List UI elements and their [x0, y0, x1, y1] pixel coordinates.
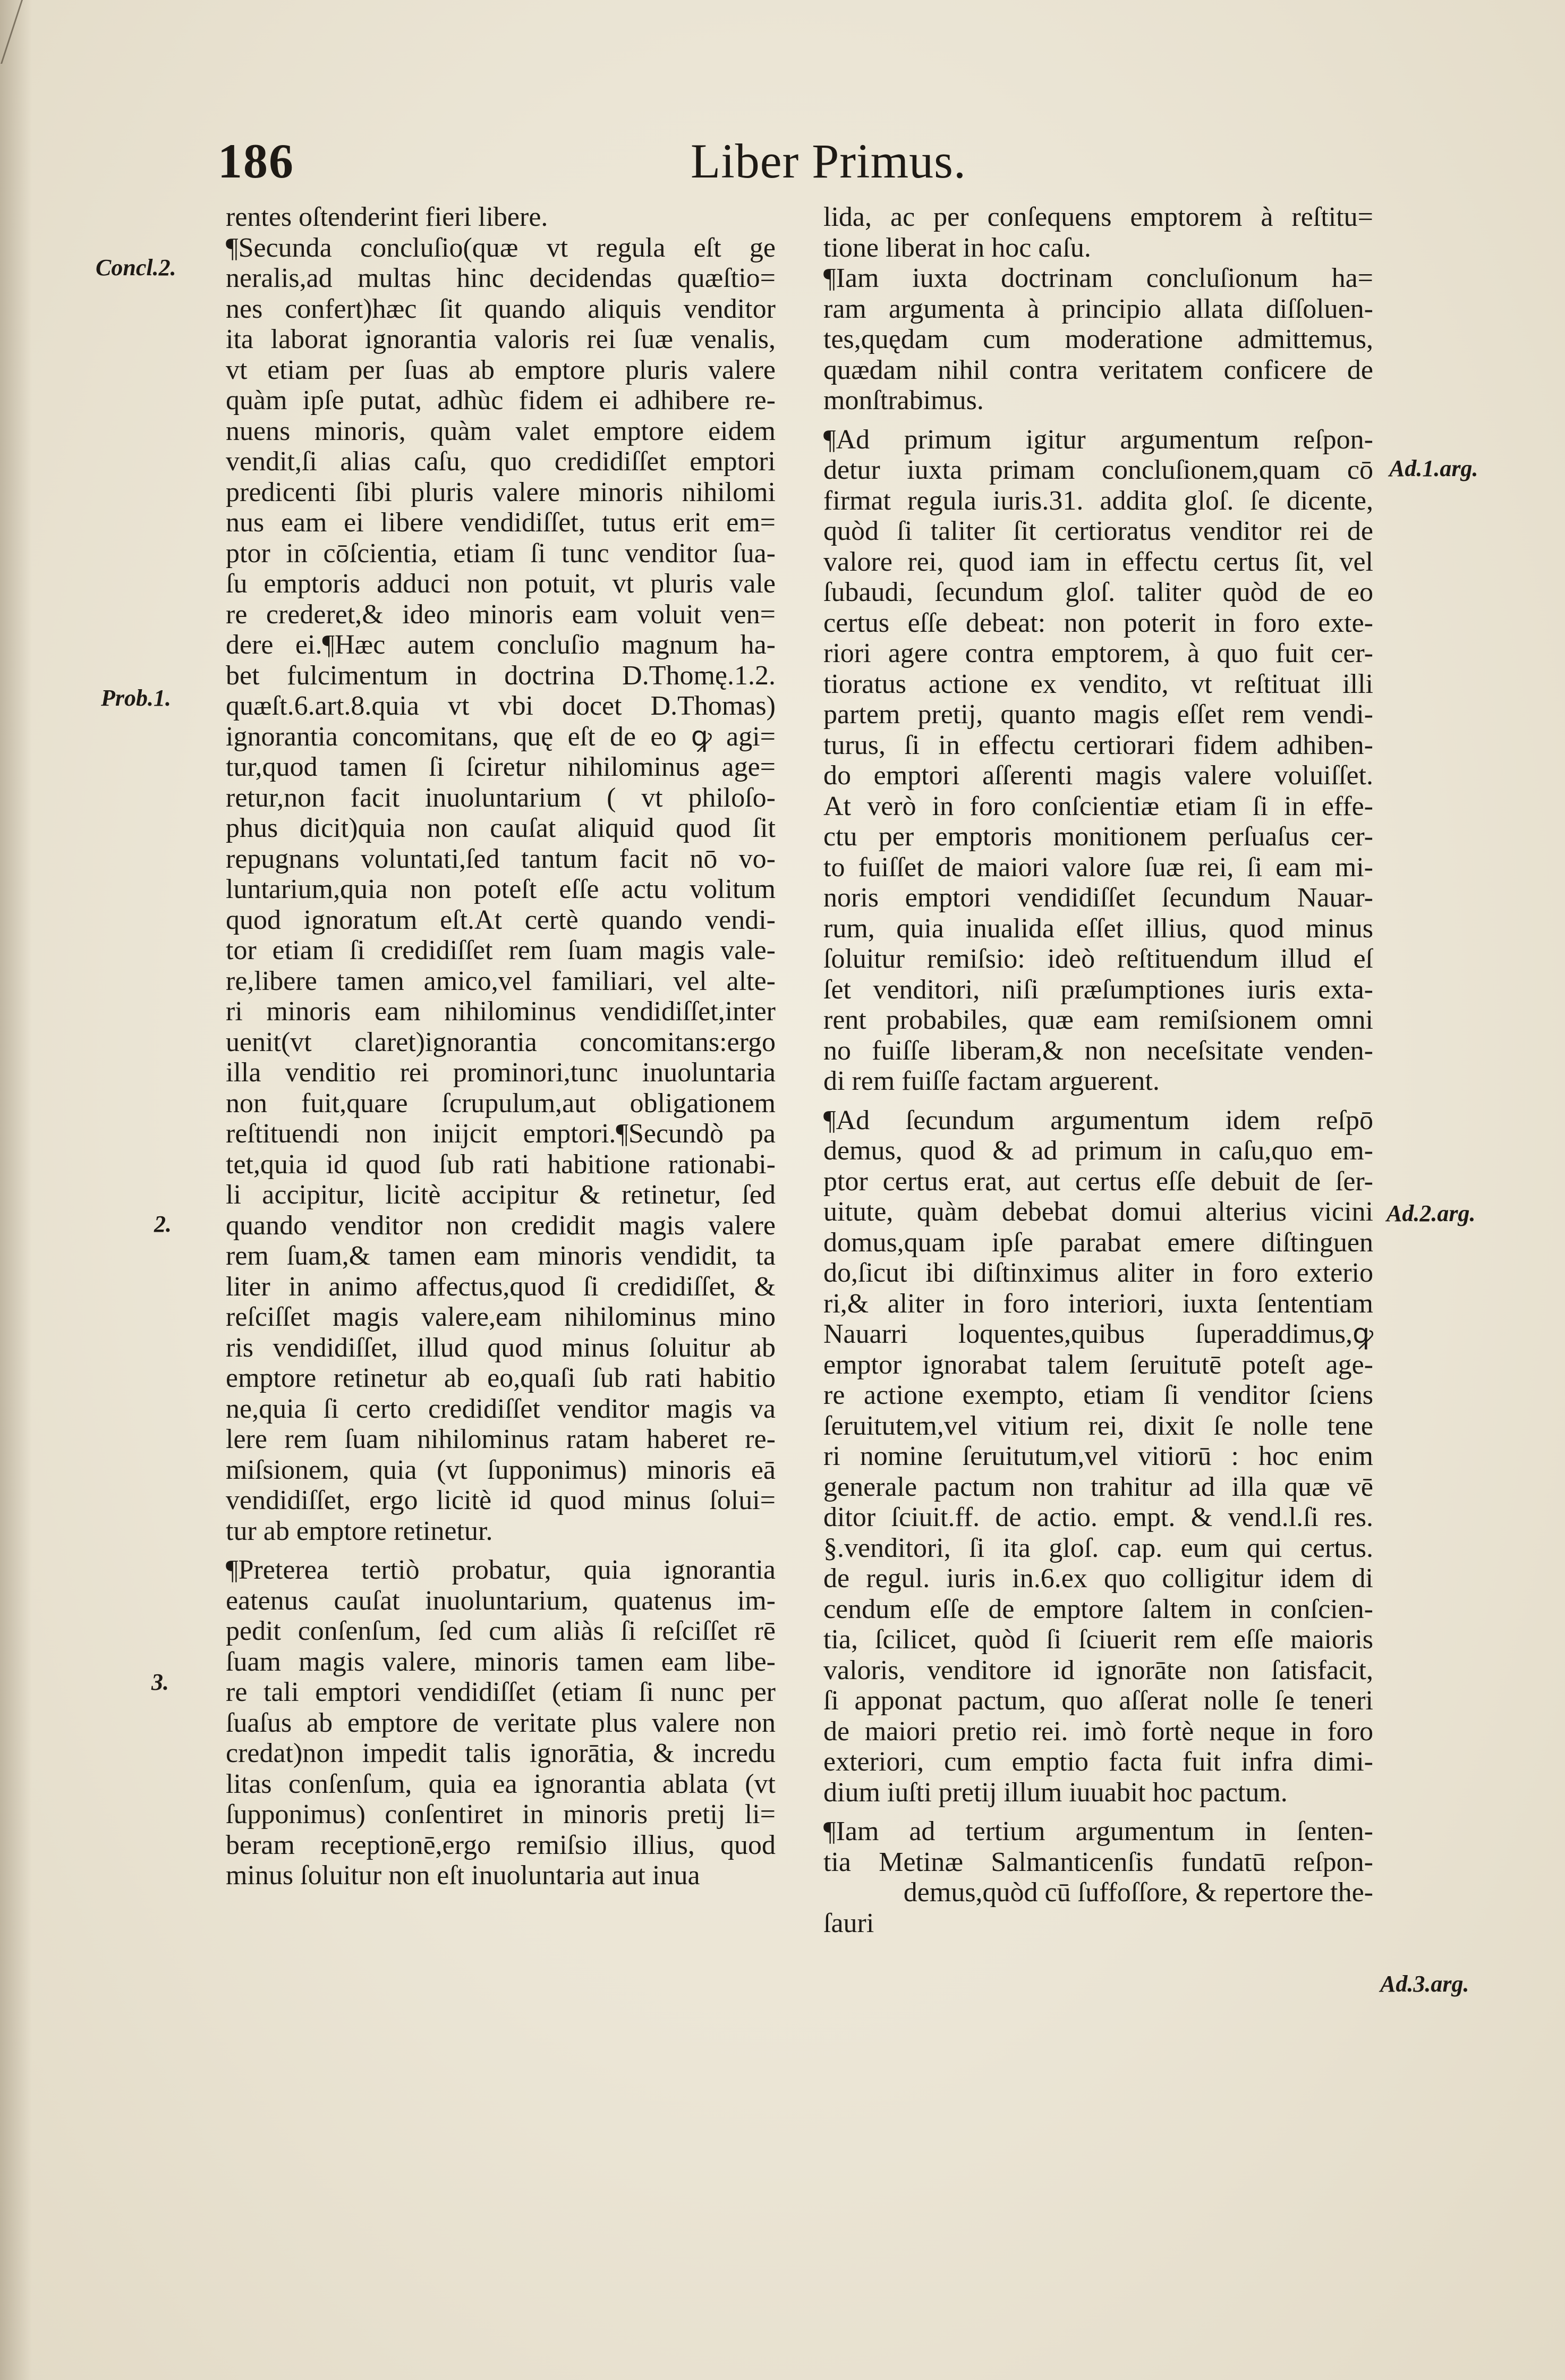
text-line: At verò in foro conſcientiæ etiam ſi in effe- — [823, 791, 1373, 821]
text-line: ſupponimus) conſentiret in minoris pretij li= — [226, 1799, 776, 1830]
text-line: rent probabiles, quæ eam remiſsionem omni — [823, 1005, 1373, 1035]
margin-note-ad-1-arg: Ad.1.arg. — [1389, 455, 1478, 481]
text-line: ne,quia ſi certo credidiſſet venditor magis va — [226, 1393, 776, 1424]
paragraph-gap — [823, 416, 1373, 425]
text-line: di rem fuiſſe factam arguerent. — [823, 1066, 1160, 1096]
text-line: ſuaſus ab emptore de veritate plus valere non — [226, 1707, 776, 1738]
text-line: demus,quòd cū ſuffoſſore, & repertore the- — [903, 1877, 1373, 1908]
text-line: cendum eſſe de emptore ſaltem in conſcien- — [823, 1594, 1373, 1624]
text-line: luntarium,quia non poteſt eſſe actu volitum — [226, 874, 776, 904]
text-line: Nauarri loquentes,quibus ſuperaddimus,ꝙ — [823, 1319, 1373, 1349]
text-line: valoris, venditore id ignorāte non ſatisfacit, — [823, 1655, 1373, 1686]
text-line: ctu per emptoris monitionem perſuaſus cer- — [823, 821, 1373, 852]
paragraph-gap — [823, 1808, 1373, 1816]
text-line: illa venditio rei prominori,tunc inuoluntaria — [226, 1057, 776, 1088]
text-line: neralis,ad multas hinc decidendas quæſtio= — [226, 263, 776, 293]
running-title: Liber Primus. — [691, 134, 966, 188]
text-line: re actione exempto, etiam ſi venditor ſciens — [823, 1380, 1373, 1410]
text-line: repugnans voluntati,ſed tantum facit nō vo- — [226, 843, 776, 874]
text-line: bet fulcimentum in doctrina D.Thomę.1.2. — [226, 660, 776, 691]
text-line: de maiori pretio rei. imò fortè neque in foro — [823, 1716, 1373, 1747]
text-line: reſtituendi non inijcit emptori.¶Secundò pa — [226, 1119, 776, 1149]
text-line: pedit conſenſum, ſed cum aliàs ſi reſciſſet rē — [226, 1616, 776, 1646]
left-text-column — [226, 202, 776, 1891]
text-line: ¶Iam ad tertium argumentum in ſenten- — [823, 1816, 1373, 1847]
page-gutter-shadow — [0, 0, 32, 2380]
text-line: tur,quod tamen ſi ſciretur nihilominus age= — [226, 752, 776, 782]
text-line: credat)non impedit talis ignorātia, & incredu — [226, 1738, 776, 1768]
text-line: ſet venditori, niſi præſumptiones iuris exta- — [823, 974, 1373, 1005]
margin-note-3: 3. — [151, 1669, 169, 1695]
margin-note-prob-1: Prob.1. — [101, 685, 171, 711]
text-line: firmat regula iuris.31. addita gloſ. ſe dicente, — [823, 485, 1373, 516]
text-line: ptor certus erat, aut certus eſſe debuit de ſer- — [823, 1166, 1373, 1197]
text-line: ris vendidiſſet, illud quod minus ſoluitur ab — [226, 1332, 776, 1363]
text-line: ram argumenta à principio allata diſſoluen- — [823, 293, 1373, 324]
text-line: lida, ac per conſequens emptorem à reſtitu= — [823, 202, 1373, 232]
text-line: ſubaudi, ſecundum gloſ. taliter quòd de eo — [823, 577, 1373, 607]
margin-note-2: 2. — [154, 1211, 172, 1237]
text-line: emptor ignorabat talem ſeruitutē poteſt age- — [823, 1349, 1373, 1380]
text-line: ¶Ad ſecundum argumentum idem reſpō — [823, 1105, 1373, 1136]
text-line: vendidiſſet, ergo licitè id quod minus ſolui= — [226, 1485, 776, 1515]
text-line: ignorantia concomitans, quę eſt de eo ꝙ agi= — [226, 721, 776, 752]
text-line: minus ſoluitur non eſt inuoluntaria aut inua — [226, 1860, 700, 1891]
text-line: no fuiſſe liberam,& non neceſsitate venden- — [823, 1035, 1373, 1066]
text-line: tia, ſcilicet, quòd ſi ſciuerit rem eſſe maioris — [823, 1624, 1373, 1655]
text-line: re tali emptori vendidiſſet (etiam ſi nunc per — [226, 1677, 776, 1707]
text-line: exteriori, cum emptio facta fuit infra dimi- — [823, 1747, 1373, 1777]
text-line: litas conſenſum, quia ea ignorantia ablata (vt — [226, 1768, 776, 1799]
text-line: ita laborat ignorantia valoris rei ſuæ venalis, — [226, 324, 776, 354]
text-line: li accipitur, licitè accipitur & retinetur, ſed — [226, 1180, 776, 1210]
text-line: do,ſicut ibi diſtinximus aliter in foro exterio — [823, 1258, 1373, 1288]
text-line: quæſt.6.art.8.quia vt vbi docet D.Thomas) — [226, 691, 776, 721]
paragraph-gap — [823, 1097, 1373, 1105]
text-line: tia Metinæ Salmanticenſis fundatū reſpon- — [823, 1847, 1373, 1877]
text-line: retur,non facit inuoluntarium ( vt philoſo- — [226, 782, 776, 813]
text-line: to fuiſſet de maiori valore ſuæ rei, ſi eam mi- — [823, 852, 1373, 883]
text-line: quod ignoratum eſt.At certè quando vendi- — [226, 904, 776, 935]
text-line: reſciſſet magis valere,eam nihilominus mino — [226, 1302, 776, 1332]
text-line: rem ſuam,& tamen eam minoris vendidit, ta — [226, 1241, 776, 1271]
text-line: ¶Preterea tertiò probatur, quia ignorantia — [226, 1555, 776, 1585]
text-line: ſi apponat pactum, quo aſſerat nolle ſe teneri — [823, 1686, 1373, 1716]
text-line: ditor ſciuit.ff. de actio. empt. & vend.l.ſi res. — [823, 1502, 1373, 1532]
text-line: ¶Iam iuxta doctrinam concluſionum ha= — [823, 263, 1373, 293]
text-line: ſuam magis valere, minoris tamen eam libe- — [226, 1646, 776, 1677]
text-line: riori agere contra emptorem, à quo fuit cer- — [823, 638, 1373, 668]
text-line: certus eſſe debeat: non poterit in foro exte- — [823, 607, 1373, 638]
right-text-column — [823, 202, 1373, 1938]
text-line: de regul. iuris in.6.ex quo colligitur idem di — [823, 1563, 1373, 1594]
text-line: tes,quędam cum moderatione admittemus, — [823, 324, 1373, 354]
text-line: generale pactum non trahitur ad illa quæ vē — [823, 1471, 1373, 1502]
text-line: nes confert)hæc ſit quando aliquis venditor — [226, 293, 776, 324]
text-line: predicenti ſibi pluris valere minoris nihilomi — [226, 477, 776, 507]
text-line: quàm ipſe putat, adhùc fidem ei adhibere re- — [226, 385, 776, 416]
text-line: nuens minoris, quàm valet emptore eidem — [226, 416, 776, 446]
text-line: uitute, quàm debebat domui alterius vicini — [823, 1197, 1373, 1227]
margin-note-ad-3-arg: Ad.3.arg. — [1380, 1971, 1469, 1997]
text-line: vt etiam per ſuas ab emptore pluris valere — [226, 354, 776, 385]
text-line: dium iuſti pretij illum iuuabit hoc pactum. — [823, 1777, 1288, 1808]
text-line: emptore retinetur ab eo,quaſi ſub rati habitio — [226, 1363, 776, 1393]
text-line: tur ab emptore retinetur. — [226, 1515, 493, 1546]
text-line: monſtrabimus. — [823, 385, 984, 416]
text-line: quòd ſi taliter ſit certioratus venditor rei de — [823, 516, 1373, 546]
text-line: lere rem ſuam nihilominus ratam haberet re- — [226, 1424, 776, 1454]
text-line: valore rei, quod iam in effectu certus ſit, vel — [823, 546, 1373, 577]
text-line: tioratus actione ex vendito, vt reſtituat illi — [823, 668, 1373, 699]
text-line: rentes oſtenderint fieri libere. — [226, 202, 548, 232]
text-line: ſauri — [823, 1908, 874, 1938]
text-line: quando venditor non credidit magis valere — [226, 1210, 776, 1241]
text-line: domus,quam ipſe parabat emere diſtinguen — [823, 1227, 1373, 1258]
text-line: tor etiam ſi credidiſſet rem ſuam magis vale- — [226, 935, 776, 965]
text-line: eatenus cauſat inuoluntarium, quatenus im- — [226, 1585, 776, 1616]
text-line: phus dicit)quia non cauſat aliquid quod ſit — [226, 813, 776, 843]
text-line: ſeruitutem,vel vitium rei, dixit ſe nolle tene — [823, 1410, 1373, 1441]
text-line: re,libere tamen amico,vel familiari, vel alte- — [226, 965, 776, 996]
text-line: vendit,ſi alias caſu, quo credidiſſet emptori — [226, 446, 776, 477]
text-line: §.venditori, ſi ita gloſ. cap. eum qui certus. — [823, 1532, 1373, 1563]
text-line: do emptori aſſerenti magis valere voluiſſet. — [823, 760, 1373, 791]
text-line: ri,& aliter in foro interiori, iuxta ſententiam — [823, 1288, 1373, 1319]
text-line: re crederet,& ideo minoris eam voluit ven= — [226, 599, 776, 630]
paragraph-gap — [226, 1546, 776, 1555]
text-line: uenit(vt claret)ignorantia concomitans:ergo — [226, 1027, 776, 1057]
text-line: tione liberat in hoc caſu. — [823, 232, 1091, 263]
text-line: ¶Secunda concluſio(quæ vt regula eſt ge — [226, 232, 776, 263]
text-line: noris emptori vendidiſſet ſecundum Nauar- — [823, 883, 1373, 913]
text-line: ſoluitur remiſsio: ideò reſtituendum illud eſ — [823, 944, 1373, 974]
text-line: demus, quod & ad primum in caſu,quo em- — [823, 1136, 1373, 1166]
text-line: beram receptionē,ergo remiſsio illius, quod — [226, 1830, 776, 1860]
margin-note-ad-2-arg: Ad.2.arg. — [1387, 1200, 1476, 1226]
text-line: non fuit,quare ſcrupulum,aut obligationem — [226, 1088, 776, 1119]
text-line: partem pretij, quanto magis eſſet rem vendi- — [823, 699, 1373, 730]
text-line: ¶Ad primum igitur argumentum reſpon- — [823, 424, 1373, 455]
text-line: ptor in cōſcientia, etiam ſi tunc venditor ſua- — [226, 538, 776, 569]
text-line: nus eam ei libere vendidiſſet, tutus erit em= — [226, 507, 776, 538]
text-line: ri nomine ſeruitutum,vel vitiorū : hoc enim — [823, 1441, 1373, 1471]
text-line: ri minoris eam nihilominus vendidiſſet,inter — [226, 996, 776, 1027]
text-line: miſsionem, quia (vt ſupponimus) minoris eā — [226, 1454, 776, 1485]
margin-note-concl-2: Concl.2. — [96, 255, 176, 281]
text-line: turus, ſi in effectu certiorari fidem adhiben- — [823, 730, 1373, 760]
text-line: liter in animo affectus,quod ſi credidiſſet, & — [226, 1271, 776, 1302]
text-line: rum, quia inualida eſſet illius, quod minus — [823, 913, 1373, 944]
text-line: quædam nihil contra veritatem conficere de — [823, 354, 1373, 385]
text-line: tet,quia id quod ſub rati habitione rationabi- — [226, 1149, 776, 1180]
text-line: dere ei.¶Hæc autem concluſio magnum ha- — [226, 630, 776, 660]
text-line: detur iuxta primam concluſionem,quam cō — [823, 455, 1373, 485]
page-number: 186 — [218, 134, 294, 188]
text-line: ſu emptoris adduci non potuit, vt pluris vale — [226, 569, 776, 599]
